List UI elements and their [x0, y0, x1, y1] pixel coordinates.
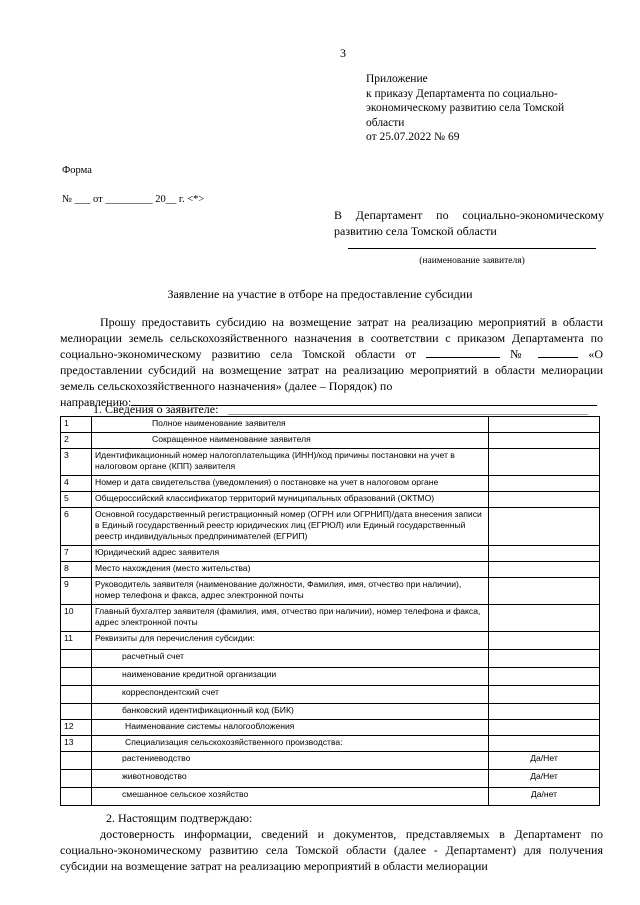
- confirm-text: достоверность информации, сведений и документов, представляемых в Департамент по социально-экономическому развитию села Томской области (далее - Департамент) для получения субсидии на возмещение затрат на реализацию мероприятий в области мелиорации: [60, 827, 603, 873]
- table-row: [61, 476, 600, 492]
- row-label: Специализация сельскохозяйственного производства:: [92, 736, 489, 752]
- row-label: расчетный счет: [92, 650, 489, 668]
- row-label: растениеводство: [92, 752, 489, 770]
- row-answer-cell[interactable]: [489, 704, 600, 720]
- appendix-line: области: [366, 116, 405, 129]
- row-number: 5: [61, 492, 92, 508]
- row-number: 12: [61, 720, 92, 736]
- intro-paragraph: [60, 314, 603, 410]
- row-number: 1: [61, 417, 92, 433]
- row-answer-cell[interactable]: [489, 578, 600, 605]
- row-answer-cell[interactable]: [489, 736, 600, 752]
- table-row: [61, 668, 600, 686]
- row-number: 4: [61, 476, 92, 492]
- appendix-line: от 25.07.2022 № 69: [366, 131, 460, 144]
- row-answer-cell[interactable]: [489, 562, 600, 578]
- row-label: Номер и дата свидетельства (уведомления) о постановке на учет в налоговом органе: [92, 476, 489, 492]
- order-number-blank: [538, 347, 578, 358]
- form-label: Форма: [62, 165, 92, 176]
- table-row: [61, 770, 600, 788]
- table-row: [61, 686, 600, 704]
- row-answer-cell[interactable]: [489, 546, 600, 562]
- row-number: 7: [61, 546, 92, 562]
- row-label: Идентификационный номер налогоплательщика (ИНН)/код причины постановки на учет в налоговом органе (КПП) заявителя: [92, 449, 489, 476]
- applicant-caption: (наименование заявителя): [419, 256, 525, 266]
- row-label: смешанное сельское хозяйство: [92, 788, 489, 806]
- row-number: 13: [61, 736, 92, 752]
- row-label: Общероссийский классификатор территорий муниципальных образований (ОКТМО): [92, 492, 489, 508]
- row-answer-cell[interactable]: [489, 508, 600, 546]
- row-label: Сокращенное наименование заявителя: [92, 433, 489, 449]
- table-row: [61, 508, 600, 546]
- row-label: Главный бухгалтер заявителя (фамилия, имя, отчество при наличии), номер телефона и факса, адрес электронной почты: [92, 605, 489, 632]
- row-label: Основной государственный регистрационный номер (ОГРН или ОГРНИП)/дата внесения записи в Единый государственный реестр юридических лиц (ЕГРЮЛ) или Единый государственный реестр индивидуальных предпринимателей (ЕГРИП): [92, 508, 489, 546]
- row-answer-cell[interactable]: [489, 720, 600, 736]
- table-row: [61, 736, 600, 752]
- table-row: [61, 562, 600, 578]
- applicant-name-line: [348, 248, 596, 249]
- row-number: [61, 668, 92, 686]
- intro-text-2: «О предоставлении субсидий на возмещение затрат на реализацию мероприятий в области мелиорации земель сельскохозяйственного назначения» (далее – Порядок) по: [60, 347, 603, 393]
- row-number: 2: [61, 433, 92, 449]
- row-number: 11: [61, 632, 92, 650]
- row-label: банковский идентификационный код (БИК): [92, 704, 489, 720]
- table-row: [61, 492, 600, 508]
- order-date-blank: [426, 347, 500, 358]
- table-row: [61, 433, 600, 449]
- section-1-title: 1. Сведения о заявителе:: [93, 402, 219, 416]
- appendix-line: экономическому развитию села Томской: [366, 102, 565, 115]
- row-answer-cell[interactable]: [489, 668, 600, 686]
- row-label: наименование кредитной организации: [92, 668, 489, 686]
- row-number: [61, 650, 92, 668]
- table-row: [61, 704, 600, 720]
- table-row: [61, 788, 600, 806]
- row-label: Юридический адрес заявителя: [92, 546, 489, 562]
- table-row: [61, 720, 600, 736]
- applicant-info-table: [60, 416, 600, 806]
- row-number: 9: [61, 578, 92, 605]
- table-row: [61, 546, 600, 562]
- row-answer-cell[interactable]: [489, 476, 600, 492]
- row-label: Полное наименование заявителя: [92, 417, 489, 433]
- table-row: [61, 752, 600, 770]
- table-row: [61, 650, 600, 668]
- row-answer-cell[interactable]: [489, 632, 600, 650]
- row-number: [61, 704, 92, 720]
- row-answer-cell[interactable]: [489, 417, 600, 433]
- row-label: животноводство: [92, 770, 489, 788]
- row-label: Наименование системы налогообложения: [92, 720, 489, 736]
- row-answer-cell[interactable]: [489, 449, 600, 476]
- table-row: [61, 605, 600, 632]
- intro-text-3: направлению:: [60, 395, 132, 409]
- section-2-title: 2. Настоящим подтверждаю:: [106, 811, 253, 825]
- table-row: [61, 417, 600, 433]
- page-number: 3: [340, 46, 346, 60]
- row-answer-cell[interactable]: Да/Нет: [489, 752, 600, 770]
- row-answer-cell[interactable]: [489, 605, 600, 632]
- row-label: Реквизиты для перечисления субсидии:: [92, 632, 489, 650]
- appendix-line: Приложение: [366, 73, 428, 85]
- addressee-block: [334, 207, 604, 239]
- row-answer-cell[interactable]: [489, 433, 600, 449]
- table-row: [61, 578, 600, 605]
- addressee-line: В Департамент по социально-экономическому: [334, 208, 604, 222]
- row-label: Место нахождения (место жительства): [92, 562, 489, 578]
- addressee-line: развитию села Томской области: [334, 224, 497, 238]
- row-answer-cell[interactable]: [489, 686, 600, 704]
- row-number: [61, 752, 92, 770]
- row-number: [61, 770, 92, 788]
- row-answer-cell[interactable]: Да/нет: [489, 788, 600, 806]
- row-answer-cell[interactable]: [489, 492, 600, 508]
- row-label: корреспондентский счет: [92, 686, 489, 704]
- intro-text-1: Прошу предоставить субсидию на возмещение затрат на реализацию мероприятий в области мелиорации земель сельскохозяйственного назначения в соответствии с приказом Департамента по социально-экономическому развитию села Томской области от: [60, 315, 603, 361]
- document-title: Заявление на участие в отборе на предоставление субсидии: [167, 287, 473, 301]
- table-row: [61, 449, 600, 476]
- number-date-line: № ___ от _________ 20__ г. <*>: [62, 194, 205, 205]
- table-row: [61, 632, 600, 650]
- appendix-line: к приказу Департамента по социально-: [366, 87, 558, 100]
- row-number: 10: [61, 605, 92, 632]
- confirm-paragraph: [60, 826, 603, 874]
- row-number: 3: [61, 449, 92, 476]
- appendix-block: [366, 72, 606, 145]
- row-number: 8: [61, 562, 92, 578]
- row-number: [61, 686, 92, 704]
- section-1-underline: [228, 414, 588, 415]
- row-number: [61, 788, 92, 806]
- intro-no: №: [510, 347, 529, 361]
- row-label: Руководитель заявителя (наименование должности, Фамилия, имя, отчество при наличии), номер телефона и факса, адрес электронной почты: [92, 578, 489, 605]
- row-number: 6: [61, 508, 92, 546]
- row-answer-cell[interactable]: [489, 650, 600, 668]
- row-answer-cell[interactable]: Да/Нет: [489, 770, 600, 788]
